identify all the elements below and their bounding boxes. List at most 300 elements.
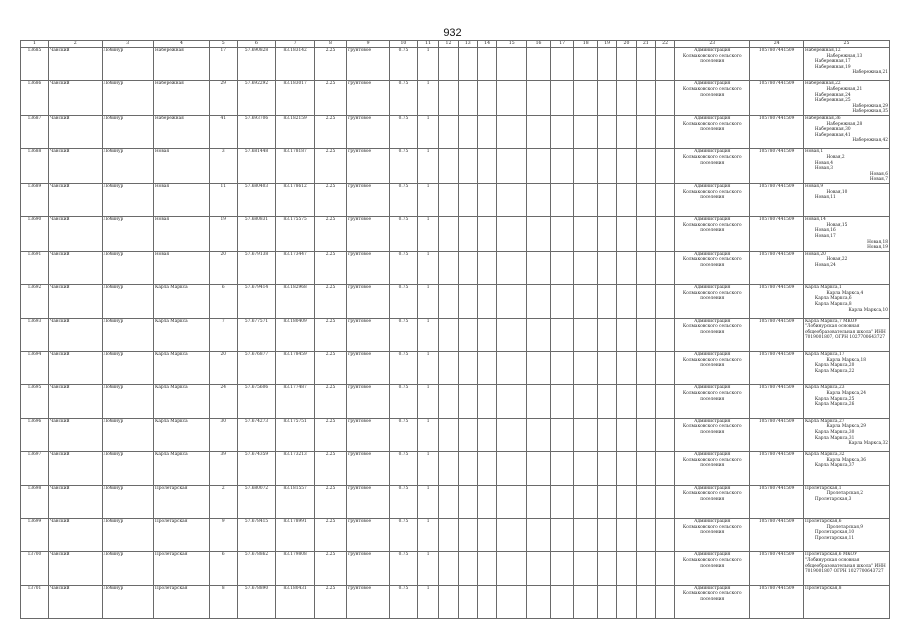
empty-cell [574,552,598,585]
empty-cell [617,183,636,216]
address-item: Набережная,29 [852,103,888,109]
village-cell: Лобинур [102,217,153,252]
address-item: Карла Маркса,29 [826,424,867,430]
village-cell: Лобинур [102,149,153,184]
empty-cell [527,48,551,81]
address-list-cell [803,149,889,184]
column-number: 10 [389,41,417,48]
column-number: 14 [477,41,496,48]
address-item: Карла Маркса,37 [814,463,855,469]
table-header [21,41,890,48]
empty-cell [617,485,636,518]
surface-cell: грунтовое [347,318,390,351]
owner-cell: Администрация Колмаковского сельского поселения [675,452,750,485]
street-cell: Набережная [154,81,210,116]
latitude-cell: 57.681448 [237,149,276,184]
house-cell: 9 [209,518,237,551]
empty-cell [527,518,551,551]
column-number: 12 [439,41,458,48]
latitude-cell: 57.678890 [237,585,276,618]
empty-cell [527,81,551,116]
area-cell: 2.25 [314,115,346,148]
count-cell: 1 [417,48,438,81]
empty-cell [550,318,574,351]
empty-cell [550,48,574,81]
district-cell: Чанский [48,585,102,618]
address-item: Набережная,28 [826,121,863,127]
empty-cell [598,518,617,551]
inn-cell: 1057807441509 [750,418,804,451]
longitude-cell: 83.180409 [276,318,315,351]
empty-cell [497,552,527,585]
village-cell: Лобинур [102,115,153,148]
table-row [21,115,890,148]
house-cell: 6 [209,552,237,585]
count-cell: 1 [417,352,438,385]
empty-cell [574,585,598,618]
latitude-cell: 57.679414 [237,285,276,318]
empty-cell [636,485,655,518]
empty-cell [439,115,458,148]
district-cell: Чанский [48,452,102,485]
empty-cell [574,418,598,451]
empty-cell [617,285,636,318]
surface-cell: грунтовое [347,183,390,216]
area-cell: 2.25 [314,485,346,518]
empty-cell [497,149,527,184]
house-cell: 30 [209,418,237,451]
surface-cell: грунтовое [347,48,390,81]
table-row [21,385,890,418]
empty-cell [598,485,617,518]
table-row [21,585,890,618]
inn-cell: 1057807441509 [750,115,804,148]
empty-cell [527,585,551,618]
area-cell: 2.25 [314,385,346,418]
latitude-cell: 57.680831 [237,217,276,252]
area-cell: 2.25 [314,518,346,551]
address-item: Новая,24 [814,263,836,269]
empty-cell [439,149,458,184]
empty-cell [574,385,598,418]
address-item: Набережная,19 [814,64,851,70]
inn-cell: 1057807441509 [750,485,804,518]
owner-cell: Администрация Колмаковского сельского поселения [675,385,750,418]
empty-cell [497,585,527,618]
empty-cell [617,385,636,418]
empty-cell [527,251,551,284]
empty-cell [655,518,674,551]
address-list-cell [803,452,889,485]
inn-cell: 1057807441509 [750,385,804,418]
column-number: 20 [617,41,636,48]
empty-cell [497,217,527,252]
column-number: 1 [21,41,49,48]
address-list-cell [803,552,889,585]
empty-cell [458,285,477,318]
area-cell: 2.25 [314,585,346,618]
latitude-cell: 57.674273 [237,418,276,451]
empty-cell [439,217,458,252]
empty-cell [550,552,574,585]
surface-cell: грунтовое [347,285,390,318]
empty-cell [617,81,636,116]
row-id: 13685 [21,48,49,81]
column-number: 23 [675,41,750,48]
longitude-cell: 83.183017 [276,81,315,116]
row-id: 13691 [21,251,49,284]
street-cell: Новая [154,149,210,184]
empty-cell [439,485,458,518]
empty-cell [439,352,458,385]
village-cell: Лобинур [102,518,153,551]
longitude-cell: 83.173447 [276,251,315,284]
empty-cell [617,552,636,585]
empty-cell [550,115,574,148]
empty-cell [655,352,674,385]
empty-cell [574,251,598,284]
village-cell: Лобинур [102,552,153,585]
empty-cell [574,48,598,81]
count-cell: 1 [417,115,438,148]
longitude-cell: 83.175751 [276,418,315,451]
latitude-cell: 57.679138 [237,251,276,284]
longitude-cell: 83.182968 [276,285,315,318]
village-cell: Лобинур [102,251,153,284]
empty-cell [655,485,674,518]
address-item: Карла Маркса,32 [804,452,845,458]
volume-cell: 0.75 [389,285,417,318]
street-cell: Пролетарская [154,485,210,518]
empty-cell [636,585,655,618]
village-cell: Лобинур [102,81,153,116]
address-list-cell [803,81,889,116]
empty-cell [598,285,617,318]
inn-cell: 1057807441509 [750,183,804,216]
empty-cell [617,149,636,184]
house-cell: 11 [209,183,237,216]
address-list-cell [803,518,889,551]
longitude-cell: 83.177487 [276,385,315,418]
address-item: Новая,19 [867,245,888,251]
empty-cell [636,149,655,184]
street-cell: Карла Маркса [154,418,210,451]
address-item: Новая,16 [814,228,836,234]
empty-cell [598,81,617,116]
table-row [21,318,890,351]
address-item: Набережная,24 [814,92,851,98]
row-id: 13699 [21,518,49,551]
address-item: Новая,14 [804,217,826,223]
owner-cell: Администрация Колмаковского сельского поселения [675,585,750,618]
house-cell: 29 [209,81,237,116]
count-cell: 1 [417,217,438,252]
address-item: Набережная,17 [814,59,851,65]
owner-cell: Администрация Колмаковского сельского поселения [675,115,750,148]
empty-cell [458,385,477,418]
empty-cell [655,585,674,618]
empty-cell [497,352,527,385]
village-cell: Лобинур [102,385,153,418]
district-cell: Чанский [48,418,102,451]
latitude-cell: 57.693706 [237,115,276,148]
address-item: Новая,1 [804,149,824,155]
latitude-cell: 57.680072 [237,485,276,518]
longitude-cell: 83.178612 [276,183,315,216]
empty-cell [550,251,574,284]
address-item: Карла Маркса,7 МКОУ "Лобинурская основная общеобразовательная школа" ИНН 7019001807, ОГРН 1027700643727 [804,318,886,341]
volume-cell: 0.75 [389,115,417,148]
empty-cell [439,552,458,585]
empty-cell [458,485,477,518]
row-id: 13698 [21,485,49,518]
count-cell: 1 [417,452,438,485]
empty-cell [550,452,574,485]
empty-cell [550,81,574,116]
inn-cell: 1057807441509 [750,48,804,81]
volume-cell: 0.75 [389,352,417,385]
empty-cell [497,183,527,216]
owner-cell: Администрация Колмаковского сельского поселения [675,183,750,216]
street-cell: Пролетарская [154,585,210,618]
address-item: Пролетарская,9 [826,524,864,530]
row-id: 13697 [21,452,49,485]
house-cell: 7 [209,318,237,351]
address-item: Карла Маркса,17 [804,352,845,358]
column-number: 21 [636,41,655,48]
row-id: 13687 [21,115,49,148]
empty-cell [550,183,574,216]
empty-cell [458,81,477,116]
empty-cell [574,518,598,551]
column-number: 11 [417,41,438,48]
district-cell: Чанский [48,149,102,184]
surface-cell: грунтовое [347,485,390,518]
inn-cell: 1057807441509 [750,518,804,551]
district-cell: Чанский [48,251,102,284]
empty-cell [574,183,598,216]
column-number: 22 [655,41,674,48]
empty-cell [458,149,477,184]
empty-cell [497,385,527,418]
empty-cell [598,418,617,451]
village-cell: Лобинур [102,485,153,518]
empty-cell [617,48,636,81]
inn-cell: 1057807441509 [750,552,804,585]
volume-cell: 0.75 [389,183,417,216]
address-item: Набережная,42 [852,138,888,144]
area-cell: 2.25 [314,418,346,451]
empty-cell [477,352,496,385]
longitude-cell: 83.179808 [276,552,315,585]
empty-cell [617,418,636,451]
address-item: Набережная,21 [826,86,863,92]
owner-cell: Администрация Колмаковского сельского поселения [675,485,750,518]
empty-cell [477,183,496,216]
volume-cell: 0.75 [389,251,417,284]
street-cell: Пролетарская [154,552,210,585]
owner-cell: Администрация Колмаковского сельского поселения [675,251,750,284]
empty-cell [550,518,574,551]
row-id: 13693 [21,318,49,351]
district-cell: Чанский [48,485,102,518]
latitude-cell: 57.680403 [237,183,276,216]
latitude-cell: 57.690828 [237,48,276,81]
volume-cell: 0.75 [389,452,417,485]
district-cell: Чанский [48,552,102,585]
address-item: Карла Маркса,23 [804,385,845,391]
empty-cell [636,183,655,216]
surface-cell: грунтовое [347,585,390,618]
volume-cell: 0.75 [389,552,417,585]
column-number: 24 [750,41,804,48]
row-id: 13688 [21,149,49,184]
surface-cell: грунтовое [347,352,390,385]
address-item: Карла Маркса,1 [804,285,842,291]
empty-cell [655,452,674,485]
empty-cell [617,585,636,618]
address-item: Набережная,22 [804,81,841,87]
address-item: Карла Маркса,30 [814,430,855,435]
column-number: 7 [276,41,315,48]
empty-cell [439,452,458,485]
empty-cell [458,251,477,284]
house-cell: 20 [209,352,237,385]
owner-cell: Администрация Колмаковского сельского поселения [675,418,750,451]
table-row [21,251,890,284]
district-cell: Чанский [48,318,102,351]
empty-cell [497,452,527,485]
empty-cell [655,217,674,252]
latitude-cell: 57.677571 [237,318,276,351]
volume-cell: 0.75 [389,217,417,252]
empty-cell [527,115,551,148]
address-item: Новая,15 [826,222,848,228]
empty-cell [527,418,551,451]
empty-cell [655,251,674,284]
area-cell: 2.25 [314,48,346,81]
empty-cell [617,352,636,385]
street-cell: Карла Маркса [154,352,210,385]
address-item: Карла Маркса,4 [826,290,864,296]
empty-cell [527,552,551,585]
address-item: Набережная,41 [814,132,851,138]
address-item: Пролетарская,8 [804,585,842,591]
row-id: 13701 [21,585,49,618]
empty-cell [527,318,551,351]
address-item: Карла Маркса,8 [814,302,852,308]
empty-cell [617,518,636,551]
address-list-cell [803,115,889,148]
village-cell: Лобинур [102,585,153,618]
empty-cell [439,183,458,216]
district-cell: Чанский [48,285,102,318]
address-item: Карла Маркса,22 [814,368,855,374]
address-item: Новая,6 [869,171,888,177]
column-number: 16 [527,41,551,48]
empty-cell [458,585,477,618]
surface-cell: грунтовое [347,518,390,551]
address-item: Карла Маркса,27 [804,418,845,424]
inn-cell: 1057807441509 [750,81,804,116]
column-number: 15 [497,41,527,48]
street-cell: Карла Маркса [154,452,210,485]
inn-cell: 1057807441509 [750,285,804,318]
inn-cell: 1057807441509 [750,585,804,618]
empty-cell [574,485,598,518]
address-list-cell [803,318,889,351]
count-cell: 1 [417,585,438,618]
empty-cell [636,418,655,451]
empty-cell [439,318,458,351]
empty-cell [636,81,655,116]
empty-cell [574,115,598,148]
empty-cell [598,48,617,81]
empty-cell [574,285,598,318]
column-number: 6 [237,41,276,48]
address-item: Набережная,21 [852,70,888,76]
street-cell: Новая [154,183,210,216]
longitude-cell: 83.178459 [276,352,315,385]
street-cell: Карла Маркса [154,285,210,318]
address-item: Набережная,35 [852,109,888,115]
address-item: Карла Маркса,10 [848,307,888,313]
table-row [21,48,890,81]
area-cell: 2.25 [314,81,346,116]
column-number-row [21,41,890,48]
street-cell: Карла Маркса [154,385,210,418]
volume-cell: 0.75 [389,385,417,418]
owner-cell: Администрация Колмаковского сельского поселения [675,81,750,116]
address-list-cell [803,183,889,216]
address-item: Карла Маркса,24 [826,391,867,397]
volume-cell: 0.75 [389,48,417,81]
empty-cell [527,385,551,418]
address-item: Новая,2 [826,154,845,160]
count-cell: 1 [417,552,438,585]
registry-table [20,40,890,619]
count-cell: 1 [417,485,438,518]
empty-cell [574,452,598,485]
inn-cell: 1057807441509 [750,452,804,485]
address-item: Пролетарская,1 [804,485,842,491]
empty-cell [636,385,655,418]
empty-cell [458,217,477,252]
empty-cell [477,149,496,184]
longitude-cell: 83.182159 [276,115,315,148]
empty-cell [598,115,617,148]
empty-cell [550,285,574,318]
longitude-cell: 83.173213 [276,452,315,485]
village-cell: Лобинур [102,48,153,81]
street-cell: Набережная [154,115,210,148]
row-id: 13695 [21,385,49,418]
address-item: Карла Маркса,36 [826,457,867,463]
table-row [21,452,890,485]
count-cell: 1 [417,318,438,351]
empty-cell [617,115,636,148]
empty-cell [477,285,496,318]
owner-cell: Администрация Колмаковского сельского поселения [675,48,750,81]
empty-cell [598,552,617,585]
surface-cell: грунтовое [347,552,390,585]
area-cell: 2.25 [314,285,346,318]
table-row [21,352,890,385]
address-item: Новая,20 [804,251,826,257]
empty-cell [655,149,674,184]
address-list-cell [803,352,889,385]
table-row [21,217,890,252]
